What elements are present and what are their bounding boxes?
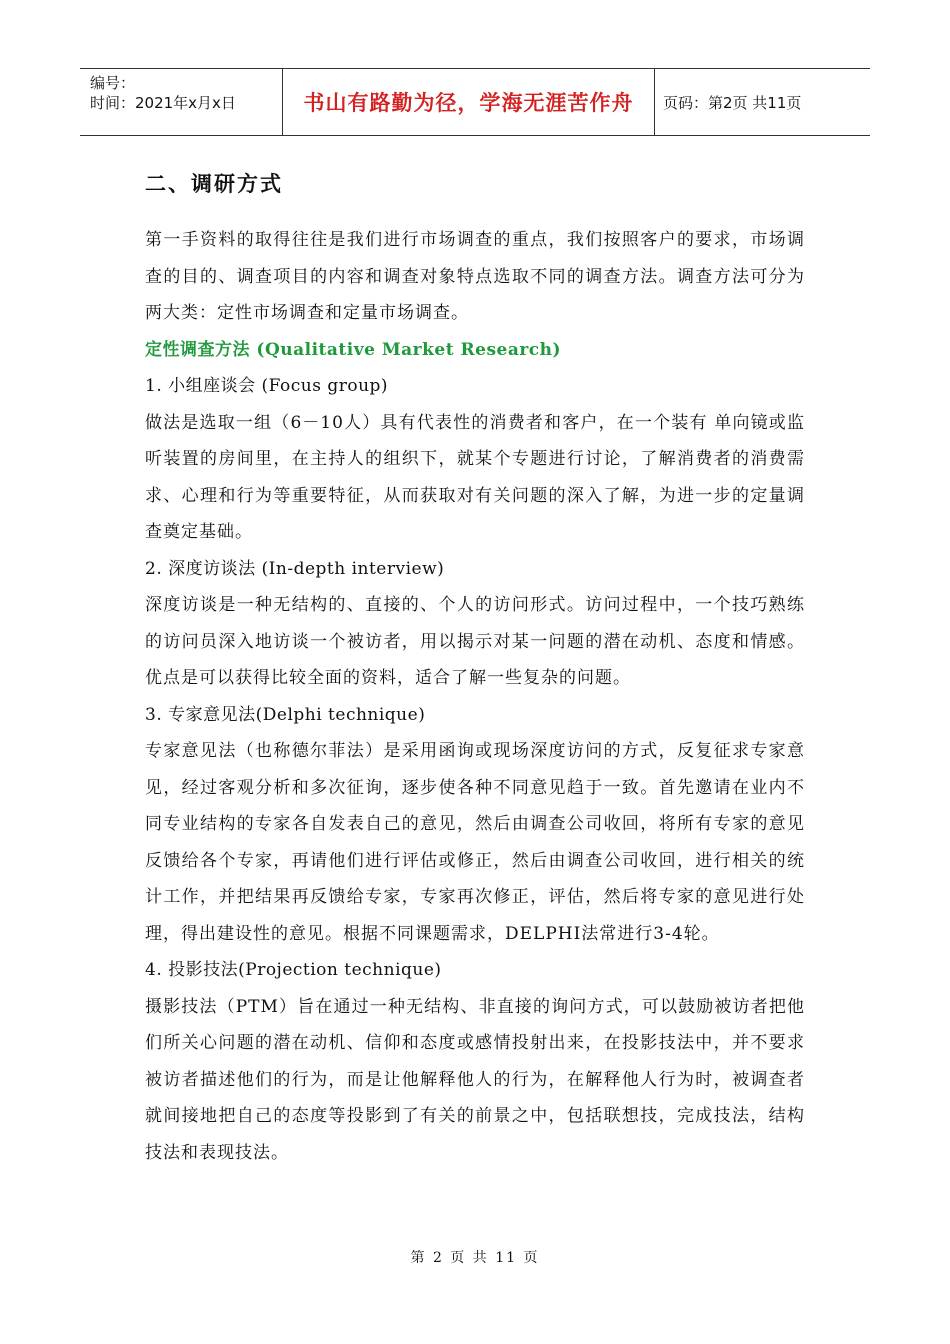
header-meta	[80, 69, 282, 135]
document-date: 时间：2021年x月x日	[90, 94, 236, 112]
page-footer: 第 2 页 共 11 页	[410, 1250, 540, 1266]
method-title-projection: 4. 投影技法(Projection technique)	[145, 960, 442, 980]
page-header	[80, 68, 870, 136]
qualitative-heading: 定性调查方法 (Qualitative Market Research)	[145, 339, 562, 360]
method-title-focus-group: 1. 小组座谈会 (Focus group)	[145, 376, 389, 396]
section-title: 二、调研方式	[145, 172, 283, 196]
method-body-projection: 摄影技法（PTM）旨在通过一种无结构、非直接的询问方式，可以鼓励被访者把他们所关心问题的潜在动机、信仰和态度或感情投射出来，在投影技法中，并不要求被访者描述他们的行为，而是让他解释他人的行为，在解释他人行为时，被调查者就间接地把自己的态度等投影到了有关的前景之中，包括联想技，完成技法，结构技法和表现技法。	[145, 996, 805, 1163]
header-page-info	[655, 69, 870, 135]
document-number-label: 编号：	[90, 74, 136, 92]
intro-paragraph: 第一手资料的取得往往是我们进行市场调查的重点，我们按照客户的要求，市场调查的目的、调查项目的内容和调查对象特点选取不同的调查方法。调查方法可分为两大类：定性市场调查和定量市场调查。	[145, 230, 805, 323]
method-title-delphi: 3. 专家意见法(Delphi technique)	[145, 704, 426, 725]
header-page-number: 页码：第2页 共11页	[663, 93, 802, 112]
method-body-in-depth-interview: 深度访谈是一种无结构的、直接的、个人的访问形式。访问过程中，一个技巧熟练的访问员深入地访谈一个被访者，用以揭示对某一问题的潜在动机、态度和情感。优点是可以获得比较全面的资料，适合了解一些复杂的问题。	[145, 595, 805, 688]
document-body	[145, 168, 805, 1171]
header-motto: 书山有路勤为径，学海无涯苦作舟	[303, 91, 634, 115]
method-body-delphi: 专家意见法（也称德尔菲法）是采用函询或现场深度访问的方式，反复征求专家意见，经过客观分析和多次征询，逐步使各种不同意见趋于一致。首先邀请在业内不同专业结构的专家各自发表自己的意见，然后由调查公司收回，将所有专家的意见反馈给各个专家，再请他们进行评估或修正，然后由调查公司收回，进行相关的统计工作，并把结果再反馈给专家，专家再次修正，评估，然后将专家的意见进行处理，得出建设性的意见。根据不同课题需求，DELPHI法常进行3-4轮。	[145, 741, 805, 944]
method-body-focus-group: 做法是选取一组（6－10人）具有代表性的消费者和客户，在一个装有 单向镜或监听装置的房间里，在主持人的组织下，就某个专题进行讨论，了解消费者的消费需求、心理和行为等重要特征，从而获取对有关问题的深入了解，为进一步的定量调查奠定基础。	[145, 412, 805, 542]
header-motto-cell	[282, 69, 655, 135]
method-title-in-depth-interview: 2. 深度访谈法 (In-depth interview)	[145, 558, 445, 579]
